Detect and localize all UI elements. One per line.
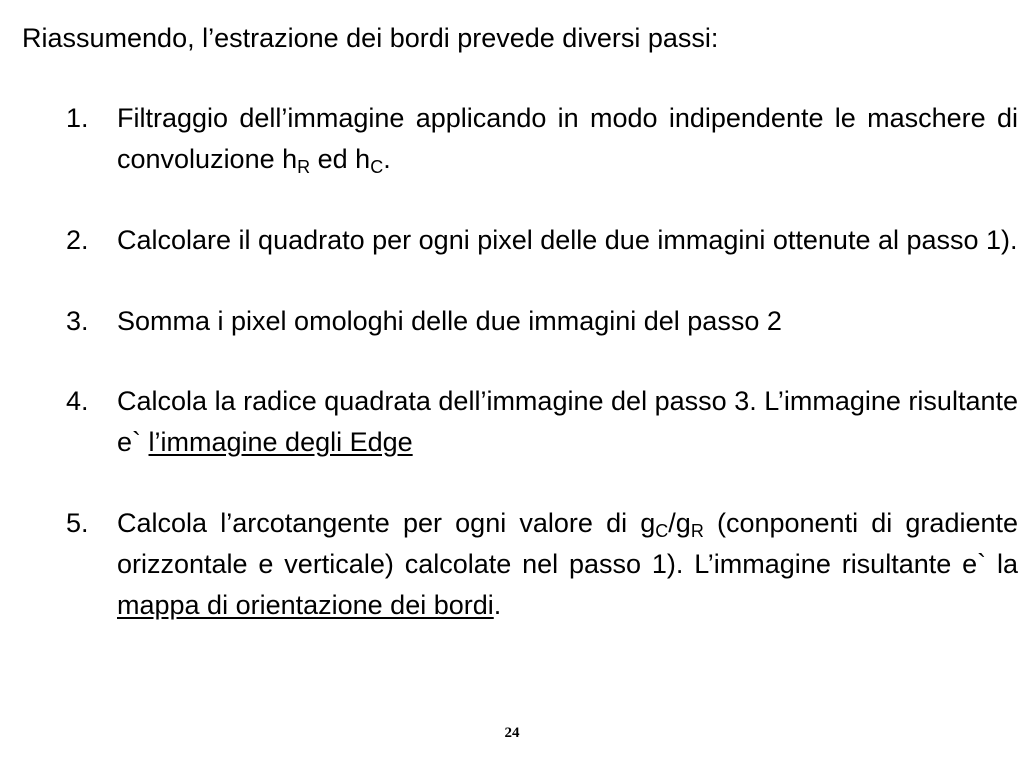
step-4 bbox=[66, 381, 1018, 463]
subscript: R bbox=[690, 521, 704, 541]
subscript: C bbox=[655, 521, 669, 541]
step-text: . bbox=[383, 144, 391, 174]
step-text: Somma i pixel omologhi delle due immagini del passo 2 bbox=[117, 306, 782, 336]
step-number: 4. bbox=[66, 386, 89, 416]
step-number: 1. bbox=[66, 103, 89, 133]
subscript: C bbox=[370, 157, 384, 177]
underlined-term: mappa di orientazione dei bordi bbox=[117, 590, 494, 620]
step-2 bbox=[66, 220, 1018, 261]
step-number: 2. bbox=[66, 225, 89, 255]
step-text: . bbox=[493, 590, 502, 620]
step-3 bbox=[66, 301, 1018, 342]
underlined-term: l’immagine degli Edge bbox=[148, 427, 413, 457]
subscript: R bbox=[297, 157, 311, 177]
step-5 bbox=[66, 503, 1018, 626]
intro-text: Riassumendo, l’estrazione dei bordi prevede diversi passi: bbox=[22, 23, 719, 53]
step-text: /g bbox=[668, 508, 691, 538]
step-text: Calcola la radice quadrata dell’immagine del passo 3. L’immagine risultante e` bbox=[117, 386, 1018, 457]
step-1 bbox=[66, 98, 1018, 180]
page-number: 24 bbox=[504, 725, 520, 741]
step-number: 5. bbox=[66, 508, 89, 538]
step-text: ed h bbox=[310, 144, 371, 174]
step-number: 3. bbox=[66, 306, 89, 336]
steps-list bbox=[66, 98, 1018, 666]
step-text: (conponenti di gradiente orizzontale e verticale) calcolate nel passo 1). L’immagine risultante e` la bbox=[117, 508, 1019, 579]
step-text: Calcolare il quadrato per ogni pixel delle due immagini ottenute al passo 1). bbox=[117, 225, 1018, 255]
step-text: Calcola l’arcotangente per ogni valore di g bbox=[117, 508, 656, 538]
step-text: Filtraggio dell’immagine applicando in modo indipendente le maschere di convoluzione h bbox=[117, 103, 1018, 174]
